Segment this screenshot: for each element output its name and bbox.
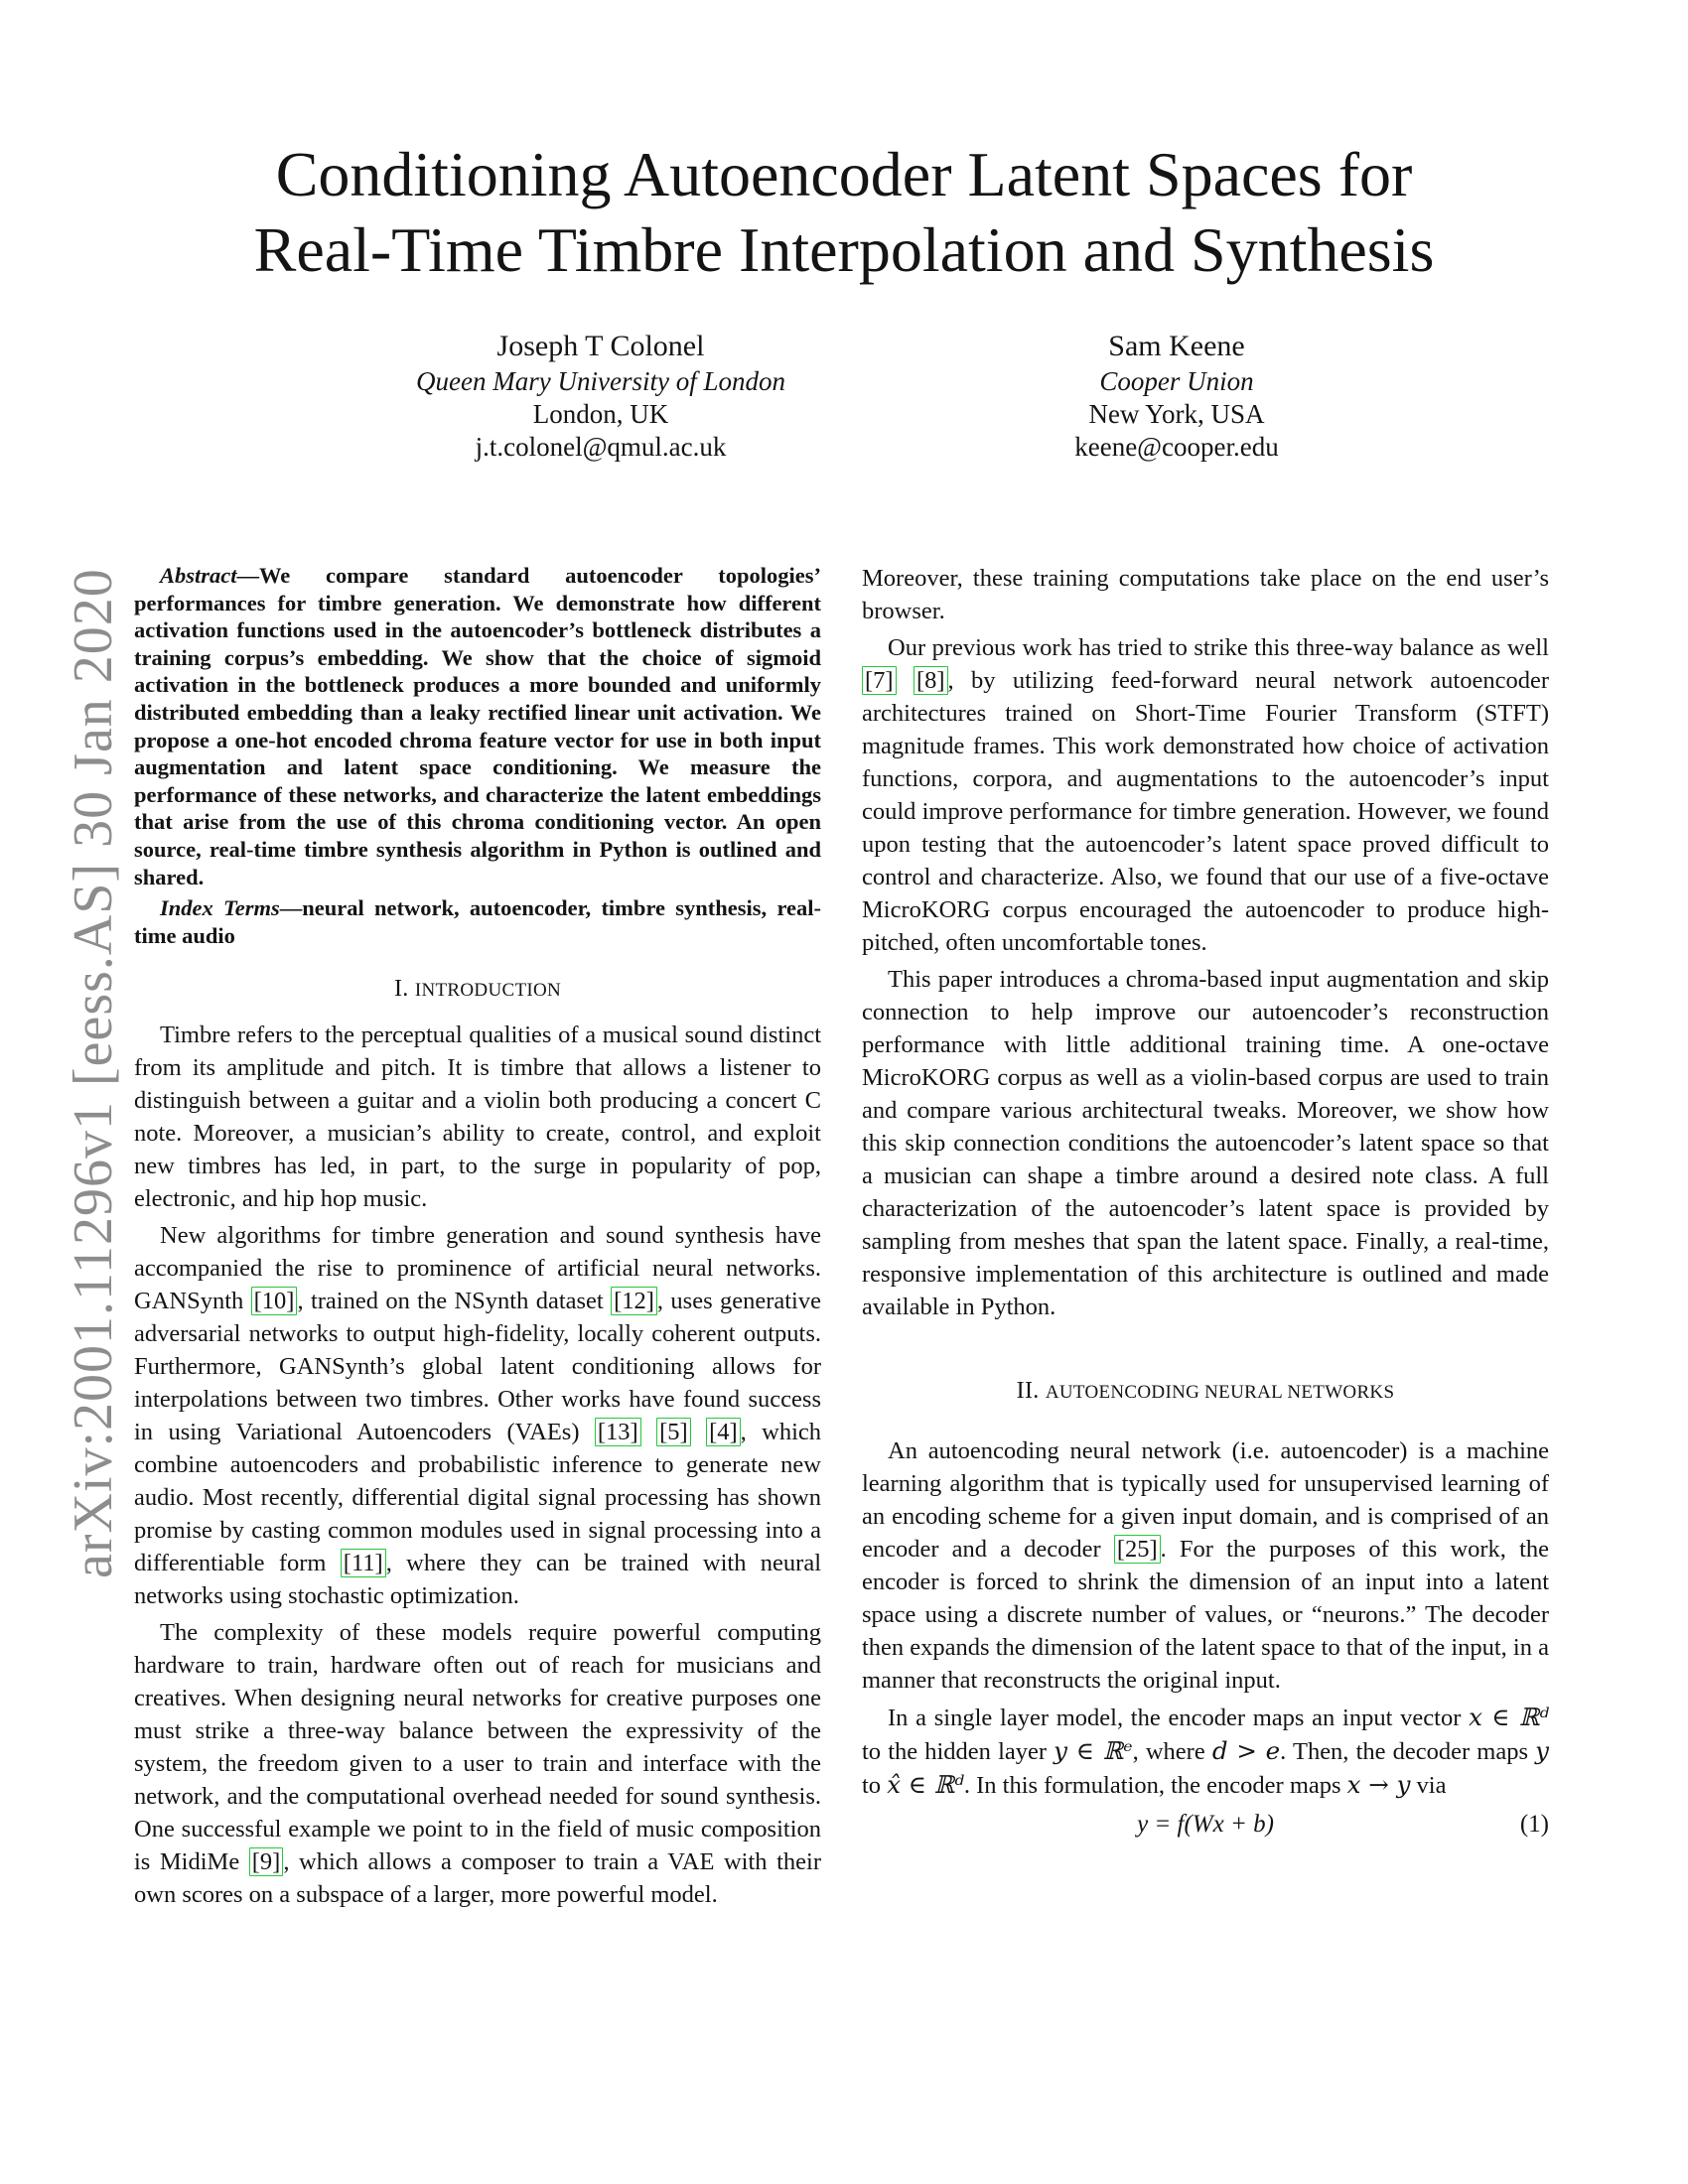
abstract-text: —We compare standard autoencoder topologies’ performances for timbre generation. We demonstrate how different activation functions used in the autoencoder’s bottleneck distributes a training corpus’s embedding. We show that the choice of sigmoid activation in the bottleneck produces a more bounded and uniformly distributed embedding than a leaky rectified linear unit activation. We propose a one-hot encoded chroma feature vector for use in both input augmentation and latent space conditioning. We measure the performance of these networks, and characterize the latent embeddings that arise from the use of this chroma conditioning vector. An open source, real-time timbre synthesis algorithm in Python is outlined and shared.	[134, 563, 821, 889]
math-inline: x → y	[1346, 1770, 1411, 1799]
section-title: AUTOENCODING NEURAL NETWORKS	[1045, 1382, 1395, 1403]
text-run: . Then, the decoder maps	[1280, 1738, 1536, 1765]
text-run: . In this formulation, the encoder maps	[963, 1772, 1347, 1799]
citation-link[interactable]: [10]	[251, 1287, 298, 1315]
text-run: , which combine autoencoders and probabilistic inference to generate new audio. Most recently, differential digital signal processing has shown promise by casting common modules used in signal processing into a differentiable form	[134, 1419, 822, 1577]
citation-link[interactable]: [25]	[1114, 1535, 1161, 1564]
title-line-1: Conditioning Autoencoder Latent Spaces for	[275, 139, 1413, 209]
math-inline: y	[1535, 1736, 1549, 1765]
citation-link[interactable]: [13]	[595, 1418, 641, 1446]
text-run: An autoencoding neural network (i.e. autoencoder) is a machine learning algorithm that is typically used for unsupervised learning of an encoding scheme for a given input domain, and is comprised of an encoder and a decoder	[862, 1437, 1549, 1563]
continued-paragraph: Moreover, these training computations take place on the end user’s browser.	[862, 565, 1549, 624]
citation-link[interactable]: [8]	[914, 666, 948, 695]
section-heading-introduction	[134, 973, 821, 1007]
equation-expression: y = f(Wx + b)	[1137, 1811, 1274, 1838]
arxiv-side-stamp[interactable]: arXiv:2001.11296v1 [eess.AS] 30 Jan 2020	[63, 568, 124, 1578]
author-name: Joseph T Colonel	[496, 330, 705, 362]
citation-link[interactable]: [9]	[249, 1847, 284, 1876]
author-name: Sam Keene	[1108, 330, 1245, 362]
author-location: London, UK	[532, 399, 669, 429]
section-heading-autoencoding	[862, 1375, 1549, 1409]
single-layer-paragraph	[862, 1701, 1549, 1802]
citation-link[interactable]: [12]	[611, 1287, 657, 1315]
abstract	[134, 562, 821, 890]
citation-link[interactable]: [5]	[656, 1418, 691, 1446]
author-email[interactable]: keene@cooper.edu	[1074, 432, 1279, 462]
text-run: , where	[1132, 1738, 1212, 1765]
title-line-2: Real-Time Timbre Interpolation and Synthesis	[253, 214, 1435, 285]
intro-paragraph-2	[134, 1219, 821, 1612]
intro-paragraph-3	[134, 1616, 821, 1911]
text-run: , trained on the NSynth dataset	[297, 1288, 612, 1315]
right-column	[862, 562, 1549, 1847]
text-run: , where they can be trained with neural networks using stochastic optimization.	[134, 1550, 821, 1610]
math-inline: x ∈ ℝᵈ	[1469, 1703, 1549, 1731]
paper-title	[119, 137, 1569, 288]
citation-link[interactable]: [7]	[862, 666, 897, 695]
section-numeral: II.	[1016, 1378, 1040, 1404]
author-location: New York, USA	[1088, 399, 1265, 429]
equation-number: (1)	[1519, 1811, 1549, 1838]
text-run: , which allows a composer to train a VAE with their own scores on a subspace of a larger, more powerful model.	[134, 1848, 821, 1909]
text-run: Our previous work has tried to strike this three-way balance as well	[888, 634, 1549, 661]
citation-link[interactable]: [11]	[341, 1549, 386, 1577]
text-run: In a single layer model, the encoder maps an input vector	[888, 1705, 1470, 1731]
text-run: The complexity of these models require powerful computing hardware to train, hardware often out of reach for musicians and creatives. When designing neural networks for creative purposes one must strike a three-way balance between the expressivity of the system, the freedom given to a user to train and interface with the network, and the computational overhead needed for sound synthesis. One successful example we point to in the field of music composition is MidiMe	[134, 1619, 821, 1876]
text-run: , uses generative adversarial networks to output high-fidelity, locally coherent outputs. Furthermore, GANSynth’s global latent conditioning allows for interpolations between two timbres. Other works have found success in using Variational Autoencoders (VAEs)	[134, 1288, 821, 1446]
index-terms-lead: Index Terms	[160, 895, 280, 921]
previous-work-paragraph	[862, 631, 1549, 959]
author-block-1	[343, 328, 859, 464]
equation-1	[862, 1808, 1549, 1847]
math-inline: y ∈ ℝᵉ	[1054, 1736, 1133, 1765]
text-run: to the hidden layer	[862, 1738, 1055, 1765]
author-block-2	[918, 328, 1435, 464]
left-column	[134, 562, 821, 1915]
index-terms-text: —neural network, autoencoder, timbre synthesis, real-time audio	[134, 895, 822, 948]
text-run: New algorithms for timbre generation and sound synthesis have accompanied the rise to prominence of artificial neural networks. GANSynth	[134, 1222, 821, 1315]
citation-link[interactable]: [4]	[706, 1418, 741, 1446]
text-run: to	[862, 1772, 888, 1799]
text-run: via	[1410, 1772, 1447, 1799]
index-terms	[134, 894, 821, 949]
text-run: . For the purposes of this work, the encoder is forced to shrink the dimension of an input into a latent space using a discrete number of values, or “neurons.” The decoder then expands the dimension of the latent space to that of the input, in a manner that reconstructs the original input.	[862, 1536, 1549, 1694]
intro-paragraph-1: Timbre refers to the perceptual qualities of a musical sound distinct from its amplitude and pitch. It is timbre that allows a listener to distinguish between a guitar and a violin both producing a concert C note. Moreover, a musician’s ability to create, control, and exploit new timbres has led, in part, to the surge in popularity of pop, electronic, and hip hop music.	[134, 1022, 821, 1213]
section-title: INTRODUCTION	[414, 980, 562, 1002]
math-inline: d > e	[1211, 1736, 1281, 1765]
contribution-paragraph: This paper introduces a chroma-based input augmentation and skip connection to help improve our autoencoder’s reconstruction performance with little additional training time. A one-octave MicroKORG corpus as well as a violin-based corpus are used to train and compare various architectural tweaks. Moreover, we show how this skip connection conditions the autoencoder’s latent space so that a musician can shape a timbre around a desired note class. A full characterization of the autoencoder’s latent space is provided by sampling from meshes that span the latent space. Finally, a real-time, responsive implementation of this architecture is outlined and made available in Python.	[862, 966, 1549, 1320]
author-email[interactable]: j.t.colonel@qmul.ac.uk	[475, 432, 727, 462]
author-affiliation: Queen Mary University of London	[416, 366, 785, 396]
autoencoder-definition-paragraph	[862, 1434, 1549, 1697]
section-numeral: I.	[393, 976, 409, 1003]
abstract-lead: Abstract	[160, 563, 237, 588]
author-affiliation: Cooper Union	[1099, 366, 1254, 396]
text-run: , by utilizing feed-forward neural network autoencoder architectures trained on Short-Time Fourier Transform (STFT) magnitude frames. This work demonstrated how choice of activation functions, corpora, and augmentations to the autoencoder’s input could improve performance for timbre generation. However, we found upon testing that the autoencoder’s latent space proved difficult to control and characterize. Also, we found that our use of a five-octave MicroKORG corpus encouraged the autoencoder to produce high-pitched, often uncomfortable tones.	[862, 667, 1549, 956]
math-inline: x̂ ∈ ℝᵈ	[887, 1770, 964, 1799]
